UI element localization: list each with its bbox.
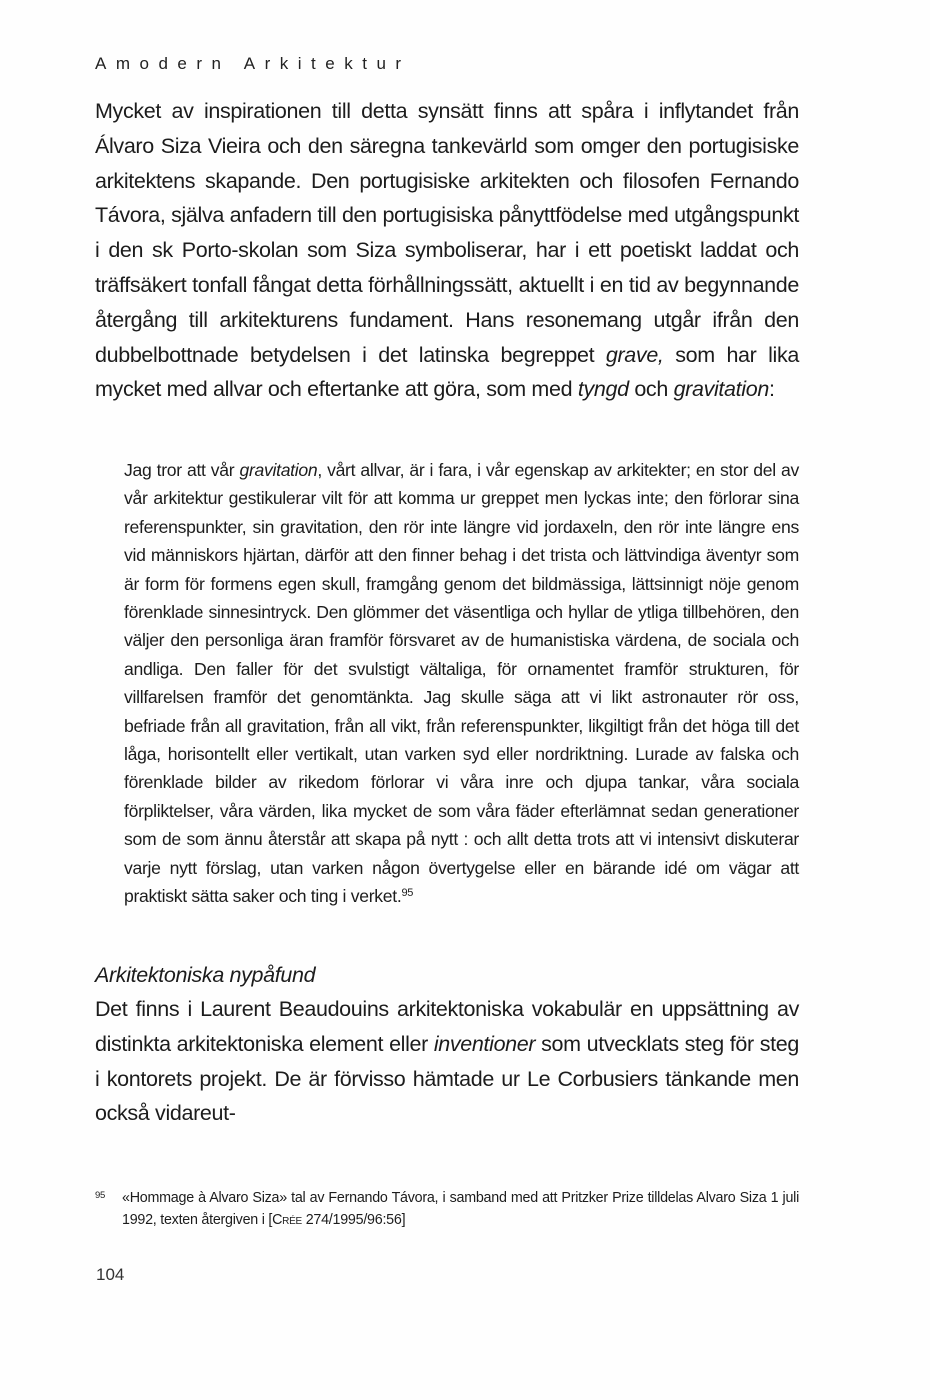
section-heading: Arkitektoniska nypåfund xyxy=(95,963,316,987)
running-head: Amodern Arkitektur xyxy=(95,54,411,73)
body-paragraph-1: Mycket av inspirationen till detta synsätt finns att spåra i inflytandet från Álvaro Siza Vieira och den säregna tankevärld som omger den portugisiske arkitektens skapande. Den portugisiske arkitekten och filosofen Fernando Távora, själva anfadern till den portugisiska pånyttfödelse med utgångspunkt i den sk Porto-skolan som Siza symboliserar, har i ett poetiskt laddat och träffsäkert tonfall fångat detta förhållningssätt, aktuellt i en tid av begynnande återgång till arkitekturens fundament. Hans resonemang utgår ifrån den dubbelbottnade betydelsen i det latinska begreppet grave, som har lika mycket med allvar och eftertanke att göra, som med tyngd och gravitation: xyxy=(95,99,799,402)
footnote-number: 95 xyxy=(95,1190,106,1201)
footnote-reference[interactable]: 95 xyxy=(401,887,414,900)
footnote-text: «Hommage à Alvaro Siza» tal av Fernando Távora, i samband med att Pritzker Prize tilldelas Alvaro Siza 1 juli 1992, texten återgiven i [Crée 274/1995/96:56] xyxy=(122,1190,799,1228)
block-quote: Jag tror att vår gravitation, vårt allvar, är i fara, i vår egenskap av arkitekter; en stor del av vår arkitektur gestikulerar vilt för att komma ur greppet men lyckas inte; den förlorar sina referenspunkter, sin gravitation, den rör inte längre vid jordaxeln, den rör inte längre ens vid människors hjärtan, därför att den finner behag i det trista och lättvindiga äventyr som är form för formens egen skull, framgång genom det bildmässiga, lättsinnigt nöje genom förenklade sinnesintryck. Den glömmer det väsentliga och hyllar de ytliga tillbehören, den väljer den personliga äran framför försvaret av de humanistiska värdena, de sociala och andliga. Den faller för det svulstigt vältaliga, för ornamentet framför strukturen, för villfarelsen framför det genomtänkta. Jag skulle säga att vi likt astronauter rör oss, befriade från all gravitation, från all vikt, från referenspunkter, likgiltigt från det höga till det låga, horisontellt eller vertikalt, utan varken syd eller nordriktning. Lurade av falska och förenklade bilder av rikedom förlorar vi våra inre och djupa tankar, våra sociala förpliktelser, våra värden, lika mycket de som våra fäder efterlämnat sedan generationer som de som ännu återstår att skapa på nytt : och allt detta trots att vi intensivt diskuterar varje nytt förslag, utan varken någon övertygelse eller en bärande idé om vägar att praktiskt sätta saker och ting i verket.$^{95}$ xyxy=(124,460,799,907)
footnote xyxy=(95,1187,799,1231)
page-number: 104 xyxy=(96,1265,125,1284)
body-paragraph-2: Det finns i Laurent Beaudouins arkitektoniska vokabulär en uppsättning av distinkta arkitektoniska element eller inventioner som utvecklats steg för steg i kontorets projekt. De är förvisso hämtade ur Le Corbusiers tänkande men också vidareut- xyxy=(95,997,799,1126)
